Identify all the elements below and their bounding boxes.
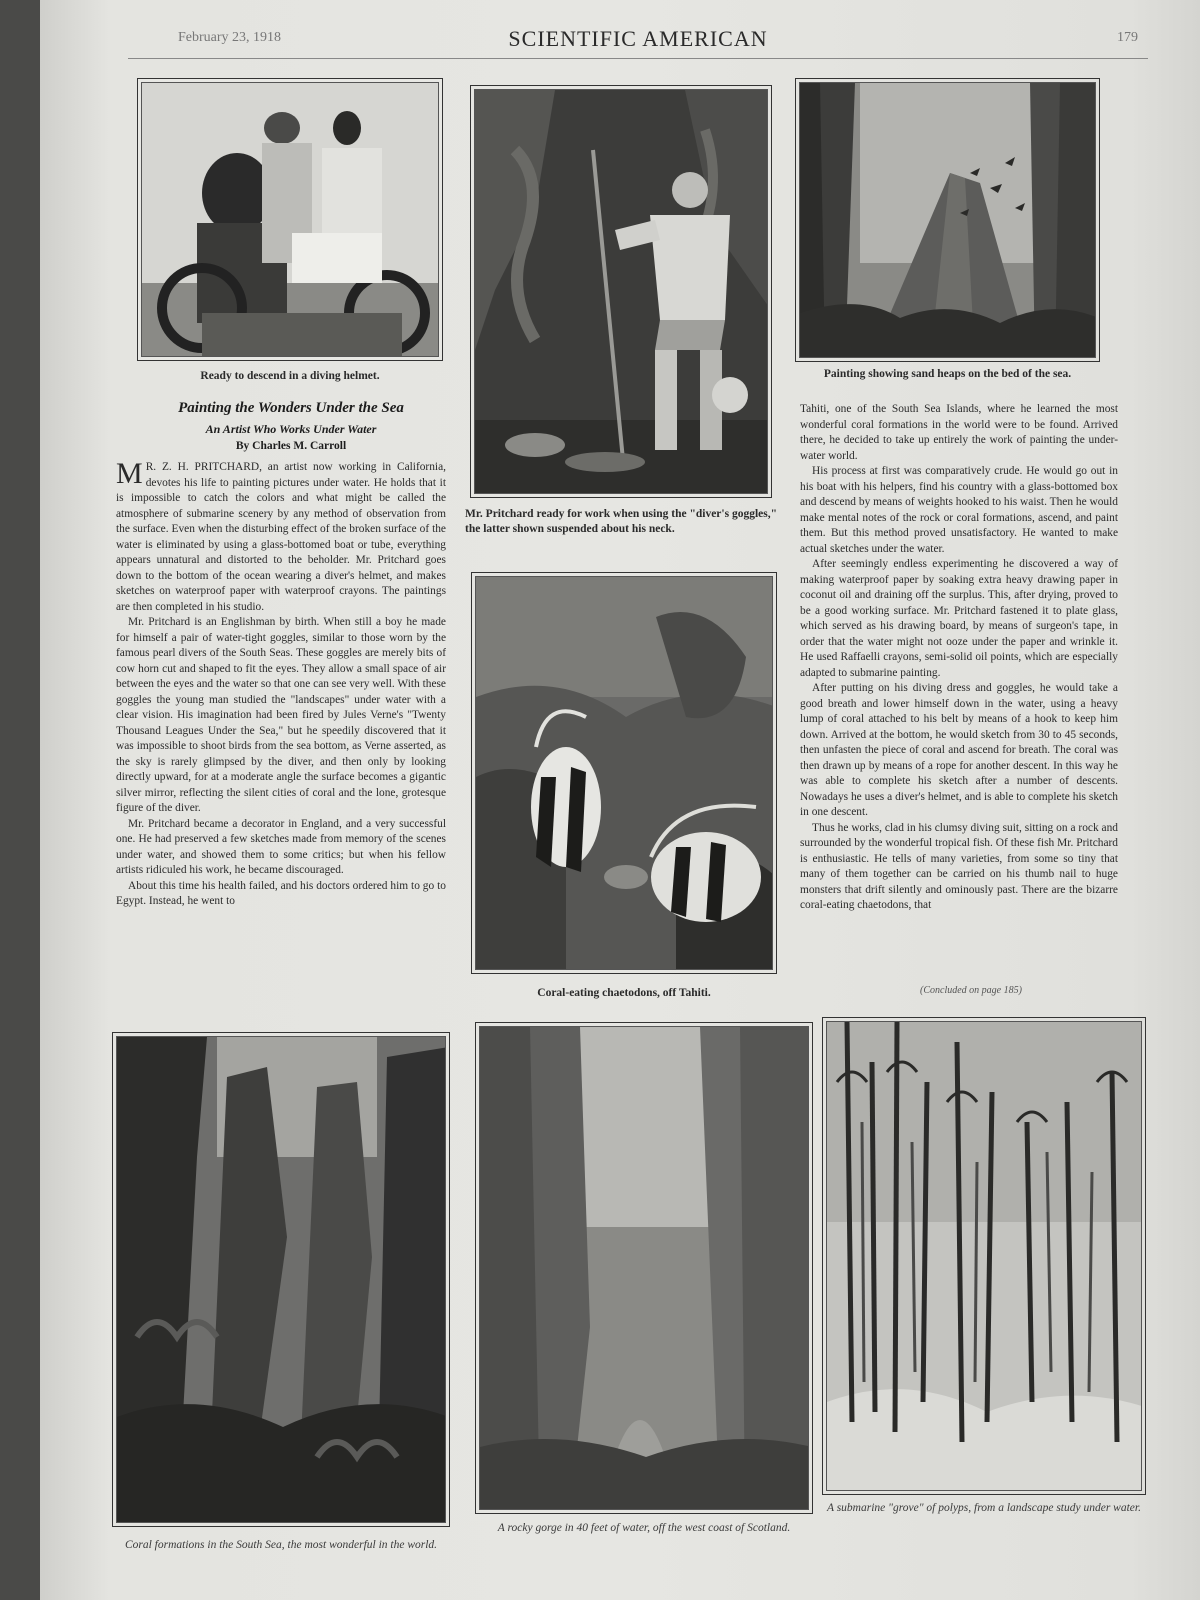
polyp-grove-painting-image: [827, 1022, 1142, 1491]
chaetodons-painting-image: [476, 577, 773, 970]
coral-formations-painting-image: [117, 1037, 446, 1523]
article-paragraph: After seemingly endless experimenting he discovered a way of making waterproof paper by soaking extra heavy drawing paper in coconut oil and draining off the surplus. This, after drying, proved to be a good working surface. Mr. Pritchard fastened it to plate glass, which served as his drawing board, by means of surgeon's tape, in order that the water might not ooze under the paper and wrinkle it. He used Raffaelli crayons, semi-solid oil points, which are especially adapted to submarine painting.: [800, 558, 1118, 679]
diving-helmet-image: [142, 83, 439, 357]
caption-gorge: A rocky gorge in 40 feet of water, off the west coast of Scotland.: [497, 1522, 791, 1534]
article-paragraph: Mr. Pritchard is an Englishman by birth. When still a boy he made for himself a pair of water-tight goggles, similar to those worn by the famous pearl divers of the South Seas. These goggles are merely bits of cow horn cut and shaped to fit the eyes. They allow a small space of air between the eyes and the water so that one can see very well. With these goggles the young man studied the "landscapes" under water with a clear vision. His imagination had been fired by Jules Verne's "Twenty Thousand Leagues Under the Sea," but he speedily discovered that it was impossible to shoot birds from the sea bottom, as Verne asserted, as the sky is rarely glimpsed by the diver, and then only by looking directly upward, for at a moderate angle the surface becomes a gigantic silver mirror, reflecting the silent cities of coral and the lone, grotesque figure of the diver.: [116, 616, 446, 814]
article-subtitle: An Artist Who Works Under Water: [205, 422, 377, 436]
article-paragraph: Thus he works, clad in his clumsy diving suit, sitting on a rock and surrounded by the wonderful tropical fish. Of these fish Mr. Pritchard is enthusiastic. He tells of many varieties, from some so tiny that many of them together can be carried on his thumb nail to huge monsters that drift silently and ominously past. There are the bizarre coral-eating chaetodons, that: [800, 821, 1118, 911]
caption-coral: Coral formations in the South Sea, the most wonderful in the world.: [124, 1539, 438, 1551]
photo-coral-formations: [112, 1032, 450, 1527]
caption-chaetodons: Coral-eating chaetodons, off Tahiti.: [537, 987, 711, 999]
rocky-gorge-painting-image: [480, 1027, 809, 1510]
article-title: Painting the Wonders Under the Sea: [178, 400, 404, 416]
magazine-page: [40, 0, 1200, 1600]
magazine-title: SCIENTIFIC AMERICAN: [508, 26, 768, 51]
article-paragraph: Tahiti, one of the South Sea Islands, where he learned the most wonderful coral formations in the world were to be found. Arrived there, he decided to take up entirely the work of painting the under-water world.: [800, 403, 1118, 462]
page-header: [128, 28, 1148, 59]
photo-rocky-gorge: [475, 1022, 813, 1514]
article-paragraph: M R. Z. H. PRITCHARD, an artist now working in California, devotes his life to painting pictures under water. He holds that it is impossible to catch the colors and what might be called the atmosphere of submarine scenery by any method of observation from the surface. Even when the disturbing effect of the broken surface of the water is eliminated by using a glass-bottomed boat or tube, everything appears unnatural and distorted to the beholder. Mr. Pritchard goes down to the bottom of the ocean wearing a diver's helmet, and makes sketches on waterproof paper with waterproof crayons. The paintings are then completed in his studio.: [116, 460, 446, 613]
caption-goggles: Mr. Pritchard ready for work when using the "diver's goggles," the latter shown suspended about his neck.: [465, 508, 777, 535]
page-number: 179: [1117, 30, 1138, 45]
photo-chaetodons: [471, 572, 777, 974]
drop-cap: M: [116, 460, 143, 490]
caption-sand: Painting showing sand heaps on the bed of the sea.: [823, 368, 1072, 380]
photo-polyp-grove: [822, 1017, 1146, 1495]
article-column-right: [800, 402, 1118, 980]
sand-heaps-painting-image: [800, 83, 1096, 358]
article-paragraph: About this time his health failed, and his doctors ordered him to go to Egypt. Instead, he went to: [116, 879, 446, 907]
photo-divers-goggles: [470, 85, 772, 498]
article-paragraph: Mr. Pritchard became a decorator in England, and a very successful one. He had preserved a few sketches made from memory of the scenes under water, and showed them to some critics; but when his fellow artists ridiculed his work, he became discouraged.: [116, 817, 446, 876]
article-paragraph: His process at first was comparatively crude. He would go out in his boat with his helpers, find his country with a glass-bottomed box and descend by means of weights hooked to his waist. Then he would make mental notes of the rock or coral formations, ascend, and paint them. But this method proved unsatisfactory. He wanted to make actual sketches under the water.: [800, 465, 1118, 555]
caption-grove: A submarine "grove" of polyps, from a landscape study under water.: [827, 1502, 1141, 1514]
goggles-portrait-image: [475, 90, 768, 494]
photo-diving-helmet: [137, 78, 443, 361]
article-byline: By Charles M. Carroll: [235, 440, 347, 452]
caption-helmet: Ready to descend in a diving helmet.: [200, 370, 380, 382]
article-column-left: [116, 460, 446, 1008]
article-paragraph: After putting on his diving dress and goggles, he would take a good breath and lower himself down in the water, using a heavy lump of coral attached to his belt by means of a hook to keep him down. Arrived at the bottom, he would sketch from 30 to 45 seconds, then unfasten the piece of coral and ascend for breath. The coral was then drawn up by means of a rope for another descent. In this way he was able to complete his sketch after a number of descents. Nowadays he uses a diver's helmet, and is able to complete his sketch in one descent.: [800, 682, 1118, 818]
photo-sand-heaps: [795, 78, 1100, 362]
header-date: February 23, 1918: [178, 30, 282, 45]
continued-note: (Concluded on page 185): [920, 985, 1022, 996]
